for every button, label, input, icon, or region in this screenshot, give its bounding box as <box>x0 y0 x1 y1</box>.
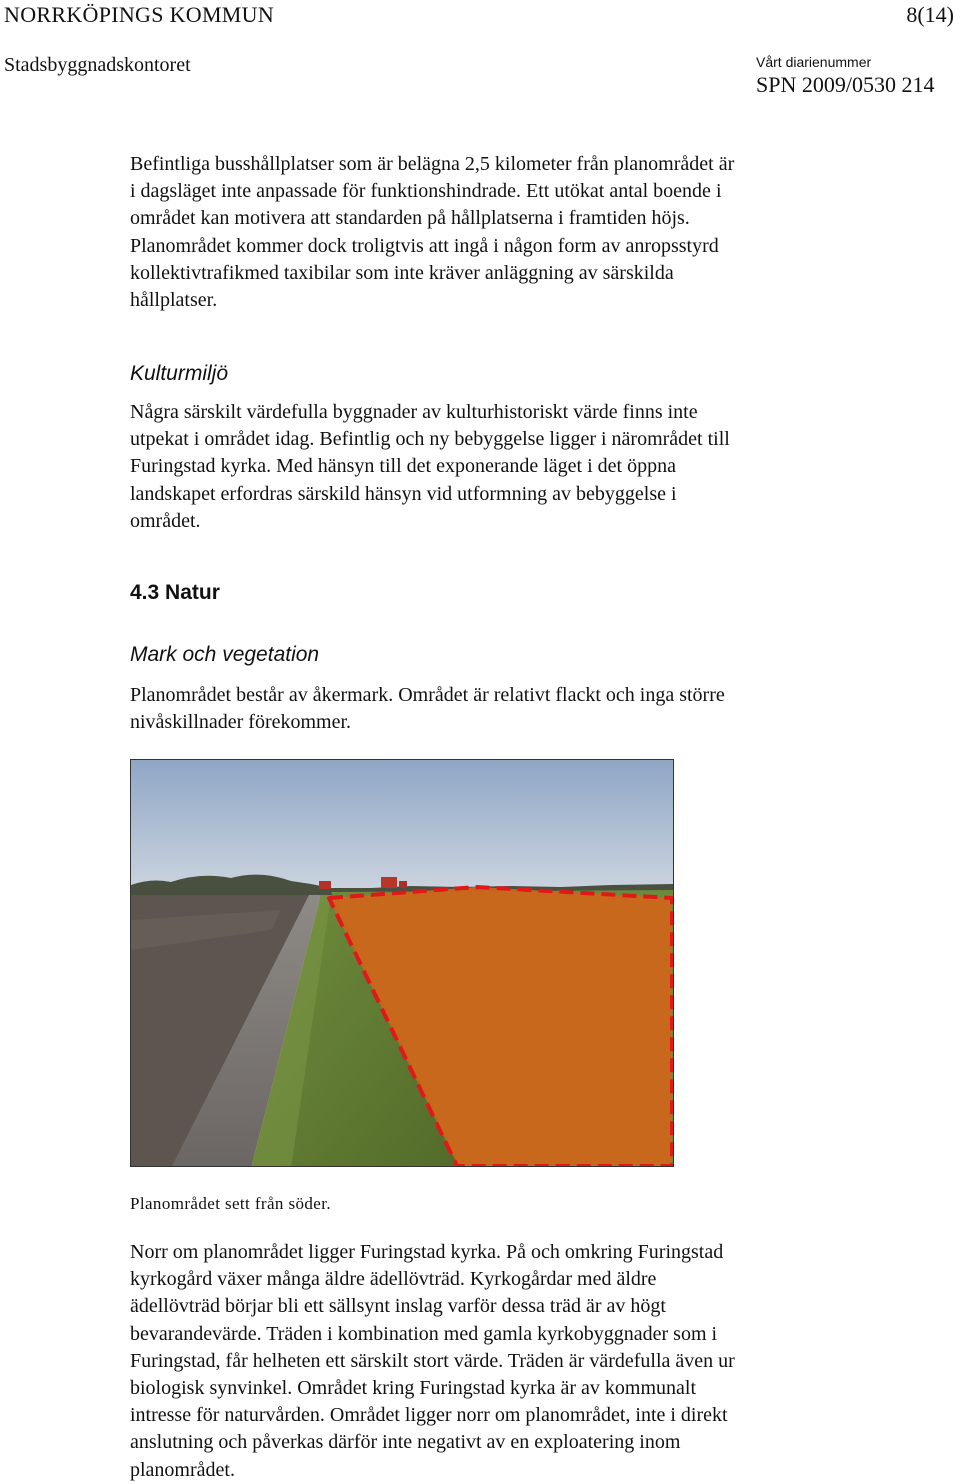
text-line: Furingstad kyrka. Med hänsyn till det exponerande läget i det öppna <box>130 455 676 478</box>
text-line: bevarandevärde. Träden i kombination med gamla kyrkobyggnader som i <box>130 1322 718 1345</box>
paragraph-mark <box>130 682 850 736</box>
diarie-number: SPN 2009/0530 214 <box>756 72 935 97</box>
text-line: i dagsläget inte anpassade för funktionshindrade. Ett utökat antal boende i <box>130 180 722 203</box>
red-house <box>319 881 331 889</box>
text-line: nivåskillnader förekommer. <box>130 711 352 734</box>
office-name: Stadsbyggnadskontoret <box>4 54 191 76</box>
text-line: området. <box>130 509 201 532</box>
plan-area-photo <box>130 759 674 1167</box>
text-line: ädellövträd börjar bli ett sällsynt inslag varför dessa träd är av högt <box>130 1295 666 1318</box>
text-line: kollektivtrafikmed taxibilar som inte kräver anläggning av särskilda <box>130 261 674 284</box>
text-line: landskapet erfordras särskild hänsyn vid utformning av bebyggelse i <box>130 482 677 505</box>
paragraph-kulturmiljo <box>130 399 850 535</box>
red-house <box>399 881 407 888</box>
photo-caption: Planområdet sett från söder. <box>130 1194 331 1213</box>
text-line: biologisk synvinkel. Området kring Furingstad kyrka är av kommunalt <box>130 1377 697 1400</box>
paragraph-furingstad <box>130 1239 850 1484</box>
text-line: hållplatser. <box>130 289 218 312</box>
text-line: Furingstad, får helheten ett särskilt stort värde. Träden är värdefulla även ur <box>130 1349 735 1372</box>
text-line: Befintliga busshållplatser som är belägna 2,5 kilometer från planområdet är <box>130 153 735 175</box>
text-line: Norr om planområdet ligger Furingstad kyrka. På och omkring Furingstad <box>130 1241 724 1263</box>
text-line: Planområdet kommer dock troligtvis att ingå i någon form av anropsstyrd <box>130 234 719 257</box>
page-number: 8(14) <box>906 2 954 27</box>
diarie-label: Vårt diarienummer <box>756 54 872 70</box>
sky <box>131 760 674 895</box>
text-line: Några särskilt värdefulla byggnader av kulturhistoriskt värde finns inte <box>130 401 698 423</box>
text-line: området kan motivera att standarden på hållplatserna i framtiden höjs. <box>130 207 690 230</box>
text-line: planområdet. <box>130 1458 235 1481</box>
text-line: anslutning och påverkas därför inte negativt av en exploatering inom <box>130 1431 681 1454</box>
text-line: kyrkogård växer många äldre ädellövträd. Kyrkogårdar med äldre <box>130 1268 657 1291</box>
organization-name: NORRKÖPINGS KOMMUN <box>4 2 275 27</box>
photo-illustration <box>131 760 674 1167</box>
heading-kulturmiljo: Kulturmiljö <box>130 362 229 385</box>
text-line: intresse för naturvården. Området ligger norr om planområdet, inte i direkt <box>130 1404 728 1427</box>
paragraph-bus-stops <box>130 151 850 314</box>
heading-natur: 4.3 Natur <box>130 581 220 604</box>
heading-mark-och-vegetation: Mark och vegetation <box>130 643 320 666</box>
text-line: Planområdet består av åkermark. Området är relativt flackt och inga större <box>130 684 725 706</box>
text-line: utpekat i området idag. Befintlig och ny bebyggelse ligger i närområdet till <box>130 428 730 451</box>
red-house <box>381 877 397 888</box>
